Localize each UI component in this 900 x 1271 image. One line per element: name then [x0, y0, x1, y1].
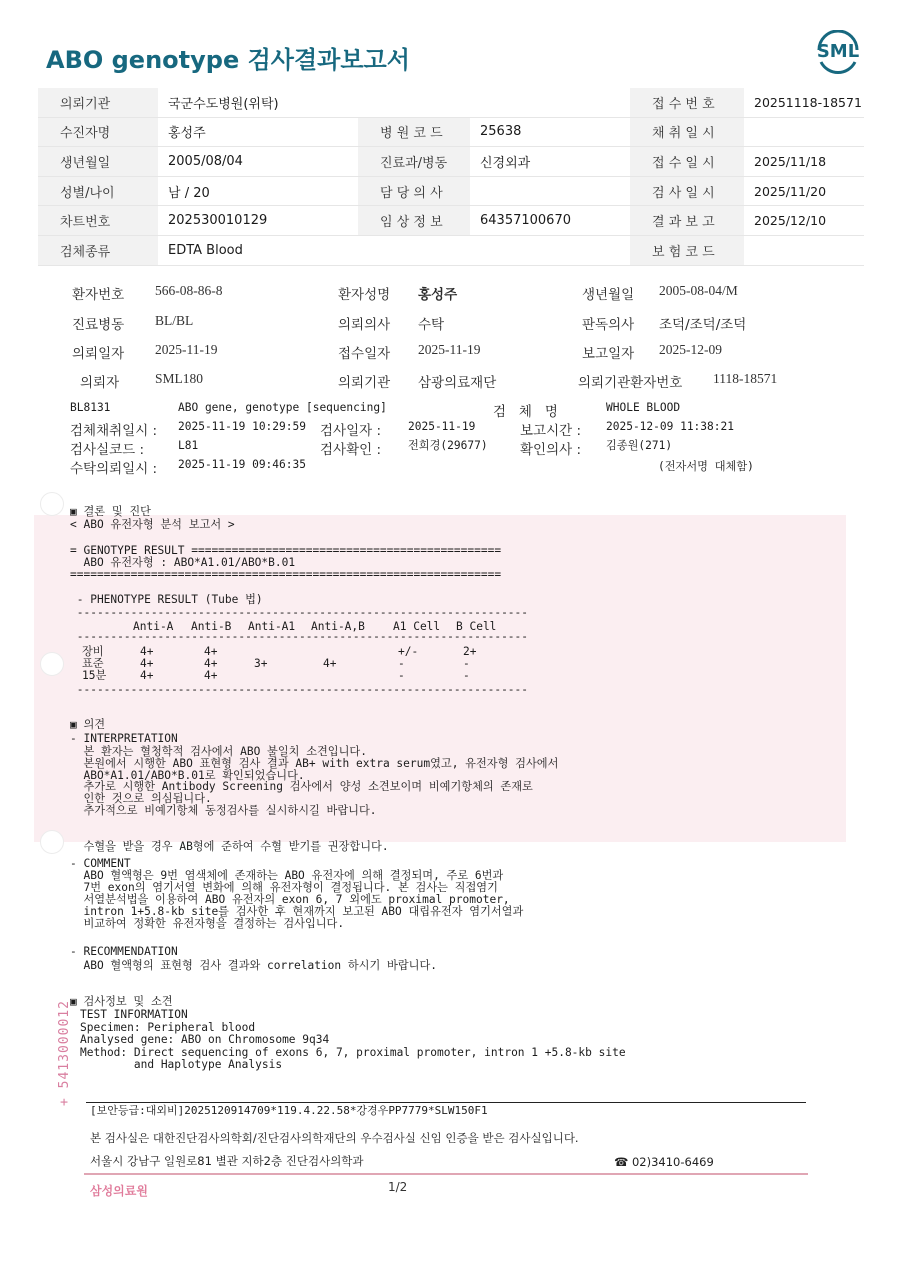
patient-ward-label: 진료병동 — [72, 317, 125, 333]
phenotype-col-header: Anti-A — [133, 620, 174, 633]
test-recv-label: 검사일자 : — [320, 423, 382, 439]
header-value: 2025/11/20 — [744, 176, 864, 206]
dash-rule: ------------------------------------------------------------------- — [70, 683, 529, 696]
test-doc: 김종원(271) — [606, 439, 673, 452]
patient-rpt-date: 2025-12-09 — [659, 342, 722, 357]
test-info-line: TEST INFORMATION — [80, 1008, 188, 1021]
patient-requester: SML180 — [155, 371, 204, 386]
recommendation-line: ABO 혈액형의 표현형 검사 결과와 correlation 하시기 바랍니다. — [70, 959, 437, 972]
side-code: + 5413000012 — [57, 1000, 72, 1106]
header-value: 2025/12/10 — [744, 206, 864, 236]
patient-requester-label: 의뢰자 — [80, 375, 120, 391]
test-confirm-label: 검사확인 : — [320, 442, 382, 458]
header-label: 의뢰기관 — [38, 88, 158, 117]
test-esign: (전자서명 대체함) — [658, 460, 754, 473]
header-info-table — [38, 88, 864, 266]
lab-phone: ☎ 02)3410-6469 — [614, 1155, 714, 1169]
logo-text: SML — [816, 41, 860, 62]
phenotype-cell: 4+ — [323, 657, 337, 670]
header-label: 수진자명 — [38, 117, 158, 147]
header-label: 결 과 보 고 — [630, 206, 744, 236]
patient-patient-no: 566-08-86-8 — [155, 283, 223, 298]
test-lab-label: 검사실코드 : — [70, 442, 145, 458]
header-value — [470, 176, 630, 206]
header-label: 접 수 번 호 — [630, 88, 744, 117]
header-value: 202530010129 — [158, 206, 358, 236]
header-label: 접 수 일 시 — [630, 147, 744, 177]
patient-req-org: 삼광의료재단 — [418, 375, 497, 391]
section-conclusion-title: ▣ 결론 및 진단 — [70, 505, 151, 518]
patient-name: 홍성주 — [418, 287, 458, 303]
header-value: 64357100670 — [470, 206, 630, 236]
patient-rcv-date: 2025-11-19 — [418, 342, 481, 357]
header-label: 검체종류 — [38, 235, 158, 265]
section-testinfo-title: ▣ 검사정보 및 소견 — [70, 995, 173, 1008]
header-label: 진료과/병동 — [358, 147, 470, 177]
comment-line: 비교하여 정확한 유전자형을 결정하는 검사입니다. — [70, 917, 345, 930]
patient-req-date: 2025-11-19 — [155, 342, 218, 357]
dash-rule: ------------------------------------------------------------------- — [70, 606, 529, 619]
patient-ward: BL/BL — [155, 313, 194, 328]
dash-rule: ------------------------------------------------------------------- — [70, 630, 529, 643]
header-value: 25638 — [470, 117, 630, 147]
header-label: 임 상 정 보 — [358, 206, 470, 236]
test-name: ABO gene, genotype [sequencing] — [178, 401, 387, 414]
header-row — [38, 206, 864, 236]
section-conclusion-subtitle: < ABO 유전자형 분석 보고서 > — [70, 518, 235, 531]
phenotype-cell: 4+ — [204, 657, 218, 670]
patient-rpt-date-label: 보고일자 — [582, 346, 635, 362]
test-lab: L81 — [178, 439, 199, 452]
punch-hole — [40, 652, 64, 676]
interpretation-head: - INTERPRETATION — [70, 732, 178, 745]
header-value: 2025/11/18 — [744, 147, 864, 177]
header-value: 신경외과 — [470, 147, 630, 177]
header-row — [38, 176, 864, 206]
security-line: [보안등급:대외비]2025120914709*119.4.22.58*강경우PP7779*SLW150F1 — [90, 1104, 488, 1117]
test-collect: 2025-11-19 10:29:59 — [178, 420, 306, 433]
phenotype-col-header: Anti-A1 — [248, 620, 296, 633]
test-recv: 2025-11-19 — [408, 420, 476, 433]
header-value: 국군수도병원(위탁) — [158, 88, 358, 117]
phenotype-header: - PHENOTYPE RESULT (Tube 법) — [70, 593, 263, 606]
phenotype-cell: 4+ — [204, 645, 218, 658]
punch-hole — [40, 830, 64, 854]
header-label: 검 사 일 시 — [630, 176, 744, 206]
test-specimen: WHOLE BLOOD — [606, 401, 681, 414]
comment-head: - COMMENT — [70, 857, 131, 870]
test-outsource: 2025-11-19 09:46:35 — [178, 458, 306, 471]
phenotype-cell: 4+ — [140, 645, 154, 658]
test-info-line: Specimen: Peripheral blood — [80, 1020, 256, 1034]
header-label: 생년월일 — [38, 147, 158, 177]
comment-line: 7번 exon의 염기서열 변화에 의해 유전자형이 결정됩니다. 본 검사는 직접염기 — [70, 881, 498, 894]
comment-line: intron 1+5.8-kb site를 검사한 후 현재까지 보고된 ABO 대립유전자 염기서열과 — [70, 905, 524, 918]
phenotype-cell: 4+ — [204, 669, 218, 682]
patient-req-doc-label: 의뢰의사 — [338, 317, 391, 333]
phenotype-row-label: 장비 — [82, 645, 104, 658]
section-opinion-title: ▣ 의견 — [70, 718, 106, 731]
header-label: 병 원 코 드 — [358, 117, 470, 147]
header-label: 담 당 의 사 — [358, 176, 470, 206]
phenotype-cell: +/- — [398, 645, 419, 658]
genotype-rule: ================================================================ — [70, 568, 502, 581]
interpretation-line: 수혈을 받을 경우 AB형에 준하여 수혈 받기를 권장합니다. — [70, 839, 389, 853]
interpretation-line: ABO*A1.01/ABO*B.01로 확인되었습니다. — [70, 768, 305, 782]
header-label: 채 취 일 시 — [630, 117, 744, 147]
phenotype-cell: 4+ — [140, 657, 154, 670]
sml-logo — [813, 30, 863, 76]
patient-dob-label: 생년월일 — [582, 287, 635, 303]
footer-pink-rule — [84, 1173, 808, 1175]
phenotype-cell: 4+ — [140, 669, 154, 682]
certification-text: 본 검사실은 대한진단검사의학회/진단검사의학재단의 우수검사실 신임 인증을 받은 검사실입니다. — [90, 1131, 579, 1145]
header-label — [358, 88, 470, 117]
test-info-line: Analysed gene: ABO on Chromosome 9q34 — [80, 1033, 330, 1046]
header-row — [38, 88, 864, 117]
phenotype-col-header: Anti-B — [191, 620, 232, 633]
comment-line: 서열분석법을 이용하여 ABO 유전자의 exon 6, 7 외에도 proximal promoter, — [70, 893, 510, 906]
test-report-label: 보고시간 : — [520, 423, 582, 439]
header-label — [358, 235, 470, 265]
header-value: 2005/08/04 — [158, 147, 358, 177]
patient-req-pt-no: 1118-18571 — [713, 371, 778, 386]
header-label: 보 험 코 드 — [630, 235, 744, 265]
patient-read-doc-label: 판독의사 — [582, 317, 635, 333]
hospital-name: 삼성의료원 — [90, 1184, 148, 1198]
phenotype-cell: 2+ — [463, 645, 477, 658]
page-number: 1/2 — [388, 1180, 408, 1194]
header-value: 20251118-18571 — [744, 88, 864, 117]
test-specimen-label: 검 체 명 — [493, 404, 558, 420]
test-report: 2025-12-09 11:38:21 — [606, 420, 734, 433]
test-info-line: and Haplotype Analysis — [80, 1058, 283, 1071]
interpretation-line: 본 환자는 혈청학적 검사에서 ABO 불일치 소견입니다. — [70, 745, 367, 758]
interpretation-line: 본원에서 시행한 ABO 표현형 검사 결과 AB+ with extra serum였고, 유전자형 검사에서 — [70, 756, 559, 770]
header-row — [38, 235, 864, 265]
comment-line: ABO 혈액형은 9번 염색체에 존재하는 ABO 유전자에 의해 결정되며, 주로 6번과 — [70, 869, 504, 882]
patient-read-doc: 조덕/조덕/조덕 — [659, 317, 747, 333]
test-outsource-label: 수탁의뢰일시 : — [70, 461, 158, 477]
phenotype-row-label: 15분 — [82, 669, 107, 682]
genotype-result: ABO 유전자형 : ABO*A1.01/ABO*B.01 — [70, 556, 296, 569]
interpretation-line: 추가로 시행한 Antibody Screening 검사에서 양성 소견보이며 비예기항체의 존재로 — [70, 780, 533, 794]
header-label: 성별/나이 — [38, 176, 158, 206]
interpretation-line: 인한 것으로 의심됩니다. — [70, 792, 212, 806]
patient-req-org-label: 의뢰기관 — [338, 375, 391, 391]
patient-dob: 2005-08-04/M — [659, 283, 738, 298]
header-value — [470, 88, 630, 117]
punch-hole — [40, 492, 64, 516]
phenotype-cell: 3+ — [254, 657, 268, 670]
header-value — [744, 235, 864, 265]
header-value: EDTA Blood — [158, 235, 358, 265]
test-doc-label: 확인의사 : — [520, 442, 582, 458]
header-row — [38, 117, 864, 147]
lab-address: 서울시 강남구 일원로81 별관 지하2층 진단검사의학과 — [90, 1154, 364, 1168]
phenotype-cell: - — [463, 669, 470, 682]
header-value — [470, 235, 630, 265]
test-collect-label: 검체채취일시 : — [70, 423, 158, 439]
header-row — [38, 147, 864, 177]
phenotype-row-label: 표준 — [82, 657, 104, 670]
patient-req-date-label: 의뢰일자 — [72, 346, 125, 362]
patient-name-label: 환자성명 — [338, 287, 391, 303]
test-info-line: Method: Direct sequencing of exons 6, 7, proximal promoter, intron 1 +5.8-kb site — [80, 1045, 626, 1059]
footer-rule — [86, 1102, 806, 1103]
recommendation-head: - RECOMMENDATION — [70, 945, 178, 958]
patient-patient-no-label: 환자번호 — [72, 287, 125, 303]
interpretation-line: 추가적으로 비예기항체 동정검사를 실시하시길 바랍니다. — [70, 804, 377, 817]
genotype-header: = GENOTYPE RESULT ============================================== — [70, 544, 502, 557]
patient-rcv-date-label: 접수일자 — [338, 346, 391, 362]
header-value — [744, 117, 864, 147]
test-code: BL8131 — [70, 401, 111, 414]
report-title: ABO genotype 검사결과보고서 — [46, 46, 410, 74]
header-value: 홍성주 — [158, 117, 358, 147]
test-confirm: 전희경(29677) — [408, 439, 488, 452]
phenotype-col-header: B Cell — [456, 620, 497, 633]
phenotype-cell: - — [398, 669, 405, 682]
phenotype-col-header: Anti-A,B — [311, 620, 365, 633]
header-label: 차트번호 — [38, 206, 158, 236]
phenotype-cell: - — [398, 657, 405, 670]
patient-req-pt-no-label: 의뢰기관환자번호 — [578, 375, 683, 391]
header-value: 남 / 20 — [158, 176, 358, 206]
phenotype-col-header: A1 Cell — [393, 620, 441, 633]
phenotype-cell: - — [463, 657, 470, 670]
patient-req-doc: 수탁 — [418, 317, 445, 333]
